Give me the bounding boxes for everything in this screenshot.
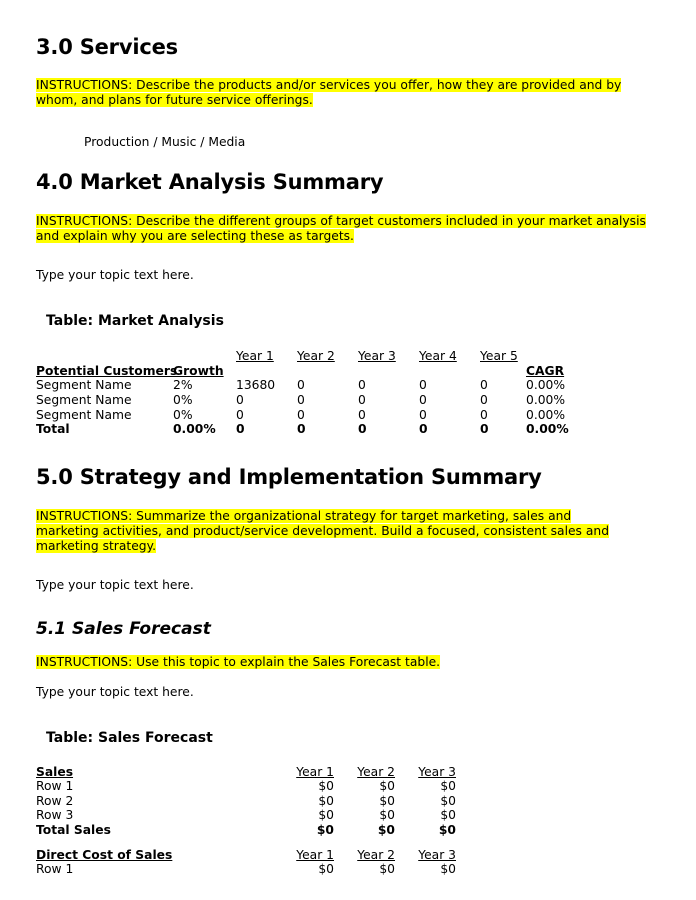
table-row <box>36 862 596 877</box>
sales-row-label: Row 3 <box>36 808 74 823</box>
empty-cell <box>456 838 596 848</box>
segment-year-2: 0 <box>297 407 305 422</box>
col-header-year-1: Year 1 <box>296 764 334 779</box>
empty-cell <box>456 794 596 809</box>
total-year-1: 0 <box>236 422 245 437</box>
direct-cost-row-year-2: $0 <box>379 862 395 877</box>
total-year-3: 0 <box>358 422 367 437</box>
table-row <box>36 393 584 408</box>
col-header-year-3: Year 3 <box>418 847 456 862</box>
total-label: Total <box>36 422 70 437</box>
direct-cost-row-year-1: $0 <box>318 862 334 877</box>
empty-cell <box>236 364 297 379</box>
total-year-5: 0 <box>480 422 489 437</box>
table-row <box>36 779 596 794</box>
total-sales-year-1: $0 <box>316 822 334 837</box>
instructions-market-analysis-text: INSTRUCTIONS: Describe the different groups of target customers included in your market analysis and explain why you are selecting these as targets. <box>36 214 646 244</box>
sales-row-label: Row 2 <box>36 793 74 808</box>
col-header-potential-customers: Potential Customers <box>36 363 178 378</box>
segment-name: Segment Name <box>36 392 132 407</box>
sales-row-year-1: $0 <box>318 808 334 823</box>
sales-row-year-3: $0 <box>440 808 456 823</box>
row-header-sales: Sales <box>36 764 74 779</box>
empty-cell <box>275 838 334 848</box>
direct-cost-row-label: Row 1 <box>36 862 74 877</box>
section-heading-sales-forecast: 5.1 Sales Forecast <box>36 618 211 639</box>
sales-row-year-2: $0 <box>379 808 395 823</box>
empty-cell <box>358 364 419 379</box>
table-row <box>36 808 596 823</box>
sales-row-year-3: $0 <box>440 779 456 794</box>
segment-year-4: 0 <box>419 378 427 393</box>
table-row-year-headers <box>36 349 584 364</box>
empty-cell <box>36 349 173 364</box>
segment-growth: 0% <box>173 407 193 422</box>
empty-cell <box>334 838 395 848</box>
total-sales-label: Total Sales <box>36 822 111 837</box>
segment-cagr: 0.00% <box>526 392 566 407</box>
table-row <box>36 794 596 809</box>
col-header-year-2: Year 2 <box>357 847 395 862</box>
empty-cell <box>173 349 236 364</box>
segment-year-5: 0 <box>480 378 488 393</box>
segment-year-4: 0 <box>419 407 427 422</box>
col-header-cagr: CAGR <box>526 363 565 378</box>
col-header-year-3: Year 3 <box>418 764 456 779</box>
empty-cell <box>395 838 456 848</box>
segment-cagr: 0.00% <box>526 407 566 422</box>
segment-year-5: 0 <box>480 407 488 422</box>
empty-cell <box>419 364 480 379</box>
col-header-growth: Growth <box>173 363 224 378</box>
instructions-market-analysis <box>36 214 653 244</box>
col-header-year-5: Year 5 <box>480 349 518 364</box>
section-heading-strategy: 5.0 Strategy and Implementation Summary <box>36 464 542 489</box>
instructions-sales-forecast <box>36 655 653 670</box>
segment-growth: 2% <box>173 378 193 393</box>
empty-cell <box>456 808 596 823</box>
total-sales-year-2: $0 <box>377 822 395 837</box>
instructions-strategy-text: INSTRUCTIONS: Summarize the organizational strategy for target marketing, sales and marketing activities, and product/service development. Build a focused, consistent sales and marketing strategy. <box>36 508 610 553</box>
empty-cell <box>297 364 358 379</box>
segment-year-2: 0 <box>297 392 305 407</box>
segment-year-3: 0 <box>358 378 366 393</box>
services-detail-text: Production / Music / Media <box>84 135 246 150</box>
table-row-sales-header <box>36 765 596 780</box>
segment-year-1: 13680 <box>236 378 276 393</box>
table-row-column-headers <box>36 364 584 379</box>
col-header-year-2: Year 2 <box>297 349 335 364</box>
section-heading-services: 3.0 Services <box>36 35 178 59</box>
col-header-year-1: Year 1 <box>236 349 274 364</box>
segment-year-3: 0 <box>358 407 366 422</box>
col-header-year-2: Year 2 <box>357 764 395 779</box>
col-header-year-4: Year 4 <box>419 349 457 364</box>
instructions-sales-forecast-text: INSTRUCTIONS: Use this topic to explain the Sales Forecast table. <box>36 654 441 669</box>
col-header-year-1: Year 1 <box>296 847 334 862</box>
sales-row-label: Row 1 <box>36 779 74 794</box>
total-cagr: 0.00% <box>526 422 569 437</box>
empty-cell <box>456 765 596 780</box>
table-caption-market-analysis: Table: Market Analysis <box>46 313 224 330</box>
segment-name: Segment Name <box>36 407 132 422</box>
col-header-year-3: Year 3 <box>358 349 396 364</box>
topic-text-sales-forecast: Type your topic text here. <box>36 684 194 699</box>
instructions-services-text: INSTRUCTIONS: Describe the products and/or services you offer, how they are provided and by whom, and plans for future service offerings. <box>36 78 622 108</box>
empty-cell <box>456 862 596 877</box>
sales-row-year-2: $0 <box>379 793 395 808</box>
instructions-strategy <box>36 509 635 554</box>
table-row-total-sales <box>36 823 596 838</box>
instructions-services <box>36 78 653 108</box>
segment-year-1: 0 <box>236 407 244 422</box>
row-header-direct-cost-of-sales: Direct Cost of Sales <box>36 847 173 862</box>
table-row <box>36 378 584 393</box>
empty-cell <box>456 779 596 794</box>
topic-text-market-analysis: Type your topic text here. <box>36 268 194 283</box>
empty-cell <box>480 364 526 379</box>
empty-cell <box>456 823 596 838</box>
total-sales-year-3: $0 <box>438 822 456 837</box>
table-row-total <box>36 422 584 437</box>
empty-cell <box>36 838 275 848</box>
empty-cell <box>456 848 596 863</box>
segment-year-1: 0 <box>236 392 244 407</box>
total-year-2: 0 <box>297 422 306 437</box>
sales-row-year-2: $0 <box>379 779 395 794</box>
table-row-direct-cost-header <box>36 848 596 863</box>
total-growth: 0.00% <box>173 422 216 437</box>
segment-cagr: 0.00% <box>526 378 566 393</box>
segment-year-3: 0 <box>358 392 366 407</box>
segment-growth: 0% <box>173 392 193 407</box>
sales-forecast-table <box>36 765 596 877</box>
empty-cell <box>526 349 584 364</box>
table-row <box>36 408 584 423</box>
table-caption-sales-forecast: Table: Sales Forecast <box>46 729 213 746</box>
segment-year-4: 0 <box>419 392 427 407</box>
sales-row-year-3: $0 <box>440 793 456 808</box>
segment-year-2: 0 <box>297 378 305 393</box>
market-analysis-table <box>36 349 584 437</box>
segment-year-5: 0 <box>480 392 488 407</box>
section-heading-market-analysis: 4.0 Market Analysis Summary <box>36 170 384 195</box>
segment-name: Segment Name <box>36 378 132 393</box>
direct-cost-row-year-3: $0 <box>440 862 456 877</box>
sales-row-year-1: $0 <box>318 793 334 808</box>
sales-row-year-1: $0 <box>318 779 334 794</box>
table-spacer-row <box>36 838 596 848</box>
total-year-4: 0 <box>419 422 428 437</box>
topic-text-strategy: Type your topic text here. <box>36 577 194 592</box>
